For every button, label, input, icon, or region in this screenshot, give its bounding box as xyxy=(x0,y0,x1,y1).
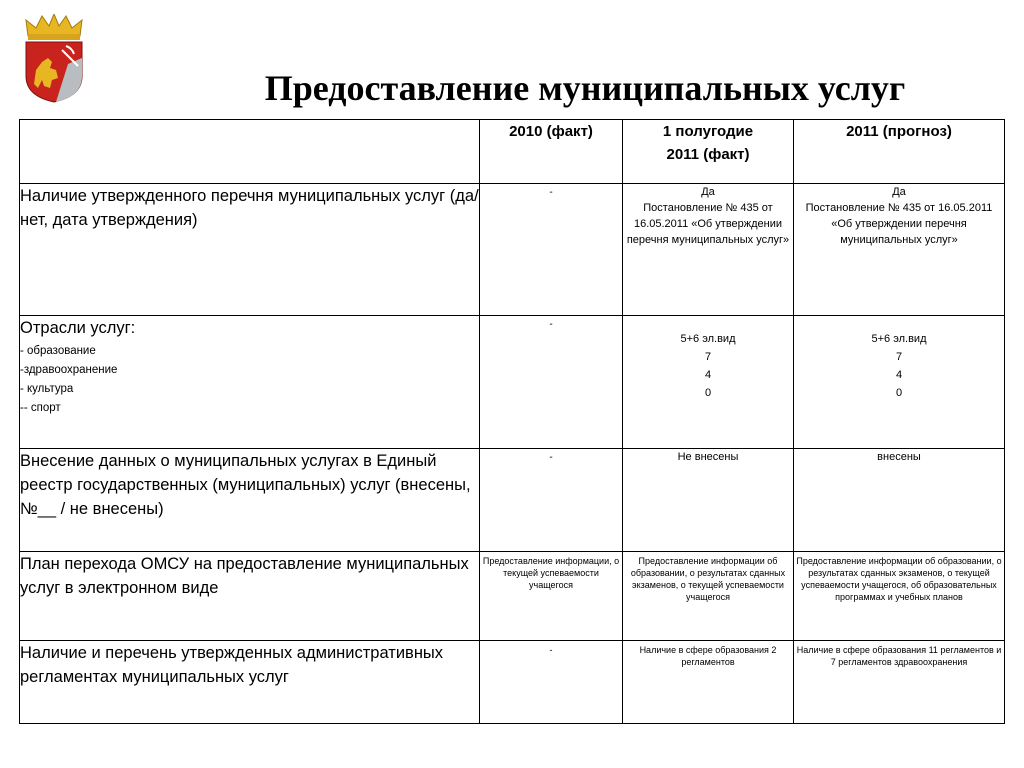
sublabel: - культура xyxy=(20,383,74,395)
cell-half-2011 xyxy=(623,316,794,449)
header-2010: 2010 (факт) xyxy=(480,120,623,184)
table-row xyxy=(20,449,1005,552)
row-label: Внесение данных о муниципальных услугах в Единый реестр государственных (муниципальных) услуг (внесены, №__ / не внесены) xyxy=(20,449,480,552)
cell-2011-forecast xyxy=(794,184,1005,316)
cell-half-2011: Предоставление информации об образовании, о результатах сданных экзаменов, о текущей успеваемости учащегося xyxy=(623,552,794,641)
cell-2010: Предоставление информации, о текущей успеваемости учащегося xyxy=(480,552,623,641)
sublabel: -здравоохранение xyxy=(20,364,118,376)
cell-value: 5+6 эл.вид xyxy=(871,333,927,345)
cell-value: Постановление № 435 от 16.05.2011 «Об утверждении перечня муниципальных услуг» xyxy=(626,202,790,246)
row-label: План перехода ОМСУ на предоставление муниципальных услуг в электронном виде xyxy=(20,552,480,641)
cell-2010 xyxy=(480,316,623,449)
header-cell-empty xyxy=(20,120,480,184)
page-title: Предоставление муниципальных услуг xyxy=(264,68,906,108)
cell-value: 0 xyxy=(704,387,712,399)
table-row xyxy=(20,552,1005,641)
header-2011-forecast: 2011 (прогноз) xyxy=(794,120,1005,184)
cell-value: 7 xyxy=(704,351,712,363)
cell-value: - xyxy=(549,187,553,198)
table-row xyxy=(20,316,1005,449)
cell-value: Да xyxy=(892,186,906,198)
cell-value: Постановление № 435 от 16.05.2011 «Об утверждении перечня муниципальных услуг» xyxy=(805,202,993,246)
cell-half-2011 xyxy=(623,184,794,316)
cell-half-2011: Не внесены xyxy=(623,449,794,552)
coat-of-arms-icon xyxy=(22,14,86,104)
cell-half-2011: Наличие в сфере образования 2 регламентов xyxy=(623,641,794,724)
sublabel: -- спорт xyxy=(20,402,61,414)
cell-2011-forecast: внесены xyxy=(794,449,1005,552)
row-label xyxy=(20,316,480,449)
cell-value: - xyxy=(549,452,553,463)
table-row xyxy=(20,641,1005,724)
cell-value: Да xyxy=(701,186,715,198)
cell-value: 5+6 эл.вид xyxy=(680,333,736,345)
services-table xyxy=(19,119,1005,724)
table-header-row xyxy=(20,120,1005,184)
cell-2010 xyxy=(480,184,623,316)
cell-value: - xyxy=(549,319,553,330)
cell-2011-forecast xyxy=(794,316,1005,449)
cell-2011-forecast: Предоставление информации об образовании, о результатах сданных экзаменов, о текущей успеваемости учащегося, об образовательных программах и учебных планов xyxy=(794,552,1005,641)
row-label: Наличие утвержденного перечня муниципальных услуг (да/нет, дата утверждения) xyxy=(20,184,480,316)
cell-value: 0 xyxy=(895,387,903,399)
cell-value: 7 xyxy=(895,351,903,363)
sublabel: - образование xyxy=(20,345,96,357)
cell-2011-forecast: Наличие в сфере образования 11 регламентов и 7 регламентов здравоохранения xyxy=(794,641,1005,724)
row-label: Наличие и перечень утвержденных административных регламентах муниципальных услуг xyxy=(20,641,480,724)
cell-2010 xyxy=(480,449,623,552)
cell-2010: - xyxy=(480,641,623,724)
table-row xyxy=(20,184,1005,316)
header-half-2011-text: 1 полугодие 2011 (факт) xyxy=(662,123,754,163)
cell-value: 4 xyxy=(895,369,903,381)
row-label-text: Отрасли услуг: xyxy=(20,319,136,337)
cell-value: 4 xyxy=(704,369,712,381)
header-half-2011 xyxy=(623,120,794,184)
